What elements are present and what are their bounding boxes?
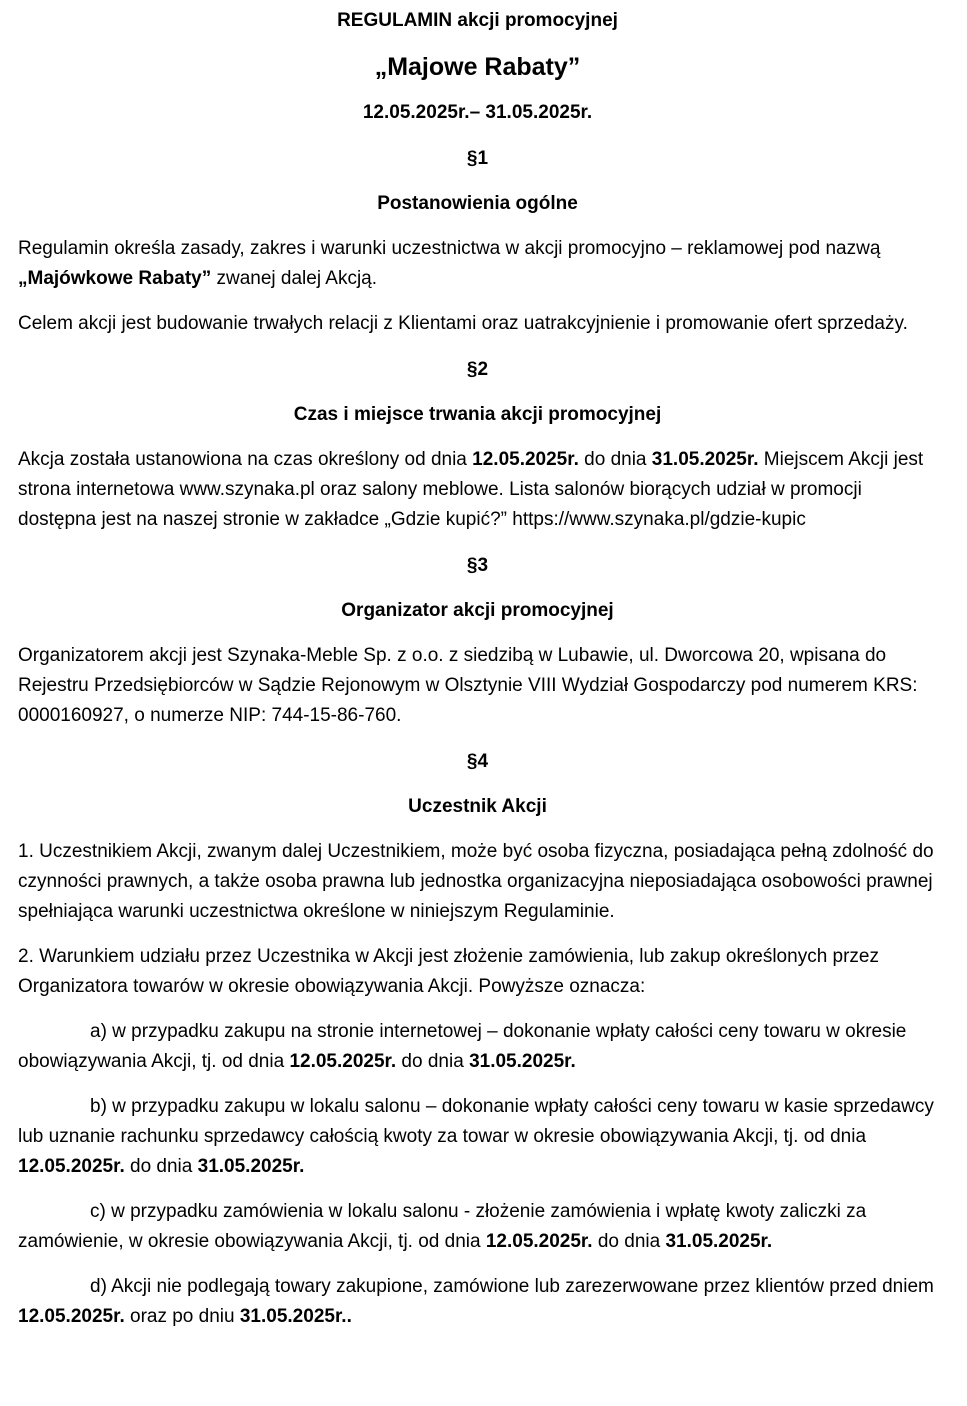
text: do dnia — [578, 449, 652, 470]
bold-date: 12.05.2025r. — [18, 1156, 125, 1177]
bold-date: 31.05.2025r. — [469, 1051, 576, 1072]
promotion-name: „Majowe Rabaty” — [374, 53, 581, 81]
document-page — [0, 6, 967, 1406]
promotion-dates: 12.05.2025r.– 31.05.2025r. — [362, 102, 593, 123]
section-1-paragraph-1 — [18, 234, 937, 294]
text: a) w przypadku zakupu na stronie internetowej – dokonanie wpłaty całości ceny towaru w okresie obowiązywania Akcji, tj. od dnia — [18, 1021, 907, 1072]
text: zwanej dalej Akcją. — [211, 268, 378, 289]
bold-date: 12.05.2025r. — [472, 449, 579, 470]
text: Miejscem Akcji jest strona internetowa www.szynaka.pl oraz salony meblowe. Lista salonów biorących udział w promocji dostępna jest na naszej stronie w zakładce „Gdzie kupić?” https://www.szynaka.pl/gdzie-kupic — [18, 449, 924, 530]
text: oraz po dniu — [124, 1306, 240, 1327]
text: d) Akcji nie podlegają towary zakupione, zamówione lub zarezerwowane przez klientów przed dniem — [90, 1276, 934, 1297]
section-4-item-c — [18, 1197, 937, 1257]
document-title: REGULAMIN akcji promocyjnej — [337, 10, 618, 31]
bold-date: 12.05.2025r. — [289, 1051, 397, 1072]
text: b) w przypadku zakupu w lokalu salonu – dokonanie wpłaty całości ceny towaru w kasie sprzedawcy lub uznanie rachunku sprzedawcy całością kwoty za towar w okresie obowiązywania Akcji, tj. od dnia — [18, 1096, 934, 1147]
section-2-paragraph-1 — [18, 445, 937, 535]
bold-date: 12.05.2025r. — [485, 1231, 593, 1252]
text: Akcja została ustanowiona na czas określony od dnia — [18, 449, 473, 470]
bold-date: 31.05.2025r. — [239, 1306, 347, 1327]
bold-date: 31.05.2025r. — [197, 1156, 305, 1177]
section-4-item-d — [18, 1272, 937, 1332]
section-4-title: Uczestnik Akcji — [408, 796, 547, 817]
bold-promo-name: „Majówkowe Rabaty” — [18, 268, 212, 289]
bold-date: 31.05.2025r. — [665, 1231, 773, 1252]
text: c) w przypadku zamówienia w lokalu salonu - złożenie zamówienia i wpłatę kwoty zaliczki za zamówienie, w okresie obowiązywania Akcji, tj. od dnia — [18, 1201, 867, 1252]
section-2-number: §2 — [466, 359, 489, 380]
section-1-number: §1 — [466, 148, 489, 169]
section-4-item-b — [18, 1092, 937, 1182]
section-1-title: Postanowienia ogólne — [377, 193, 578, 214]
text: do dnia — [124, 1156, 198, 1177]
text: . — [346, 1306, 352, 1327]
text: do dnia — [396, 1051, 470, 1072]
bold-date: 12.05.2025r. — [18, 1306, 125, 1327]
text: Regulamin określa zasady, zakres i warunki uczestnictwa w akcji promocyjno – reklamowej pod nazwą — [18, 238, 881, 259]
section-3-paragraph-1: Organizatorem akcji jest Szynaka-Meble Sp. z o.o. z siedzibą w Lubawie, ul. Dworcowa 20, wpisana do Rejestru Przedsiębiorców w Sądzie Rejonowym w Olsztynie VIII Wydział Gospodarczy pod numerem KRS: 0000160927, o numerze NIP: 744-15-86-760. — [18, 645, 918, 726]
section-3-number: §3 — [466, 555, 489, 576]
section-3-title: Organizator akcji promocyjnej — [341, 600, 614, 621]
section-4-paragraph-2: 2. Warunkiem udziału przez Uczestnika w Akcji jest złożenie zamówienia, lub zakup określonych przez Organizatora towarów w okresie obowiązywania Akcji. Powyższe oznacza: — [18, 946, 880, 997]
section-2-title: Czas i miejsce trwania akcji promocyjnej — [293, 404, 662, 425]
text: do dnia — [592, 1231, 666, 1252]
section-1-paragraph-2: Celem akcji jest budowanie trwałych relacji z Klientami oraz uatrakcyjnienie i promowanie ofert sprzedaży. — [18, 313, 908, 334]
section-4-item-a — [18, 1017, 937, 1077]
bold-date: 31.05.2025r. — [651, 449, 759, 470]
section-4-number: §4 — [466, 751, 489, 772]
section-4-paragraph-1: 1. Uczestnikiem Akcji, zwanym dalej Uczestnikiem, może być osoba fizyczna, posiadająca pełną zdolność do czynności prawnych, a także osoba prawna lub jednostka organizacyjna nieposiadająca osobowości prawnej spełniająca warunki uczestnictwa określone w niniejszym Regulaminie. — [18, 841, 934, 922]
